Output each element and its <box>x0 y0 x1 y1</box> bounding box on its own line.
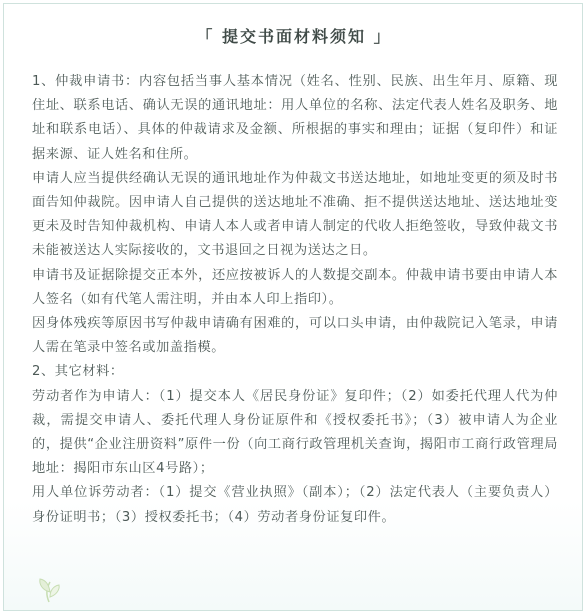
leaf-icon <box>34 574 64 606</box>
paragraph-other-materials-heading: 2、其它材料： <box>32 364 124 380</box>
paragraph-application-form: 1、仲裁申请书：内容包括当事人基本情况（姓名、性别、民族、出生年月、原籍、现住址、联系电话、确认无误的通讯地址：用人单位的名称、法定代表人姓名及职务、地址和联系电话）、具体的仲裁请求及金额、所根据的事实和理由；证据（复印件）和证据来源、证人姓名和住所。 <box>32 74 558 162</box>
paragraph-copies: 申请书及证据除提交正本外，还应按被诉人的人数提交副本。仲裁申请书要由申请人本人签名（如有代笔人需注明，并由本人印上指印）。 <box>32 267 558 307</box>
document-title: 「 提交书面材料须知 」 <box>196 27 392 46</box>
paragraph-service-address: 申请人应当提供经确认无误的通讯地址作为仲裁文书送达地址，如地址变更的须及时书面告知仲裁院。因申请人自己提供的送达地址不准确、拒不提供送达地址、送达地址变更未及时告知仲裁机构、申请人本人或者申请人制定的代收人拒绝签收，导致仲裁文书未能被送达人实际接收的，文书退回之日视为送达之日。 <box>32 170 558 259</box>
paragraph-employer-applicant: 用人单位诉劳动者：（1）提交《营业执照》（副本）；（2）法定代表人（主要负责人）身份证明书；（3）授权委托书；（4）劳动者身份证复印件。 <box>32 485 558 525</box>
document-body <box>32 70 558 530</box>
paragraph-oral-application: 因身体残疾等原因书写仲裁申请确有困难的，可以口头申请，由仲裁院记入笔录，申请人需在笔录中签名或加盖指模。 <box>32 316 558 356</box>
paragraph-worker-applicant: 劳动者作为申请人：（1）提交本人《居民身份证》复印件；（2）如委托代理人代为仲裁，需提交申请人、委托代理人身份证原件和《授权委托书》；（3）被申请人为企业的，提供“企业注册资料”原件一份（向工商行政管理机关查询，揭阳市工商行政管理局地址：揭阳市东山区4号路）； <box>32 388 558 477</box>
